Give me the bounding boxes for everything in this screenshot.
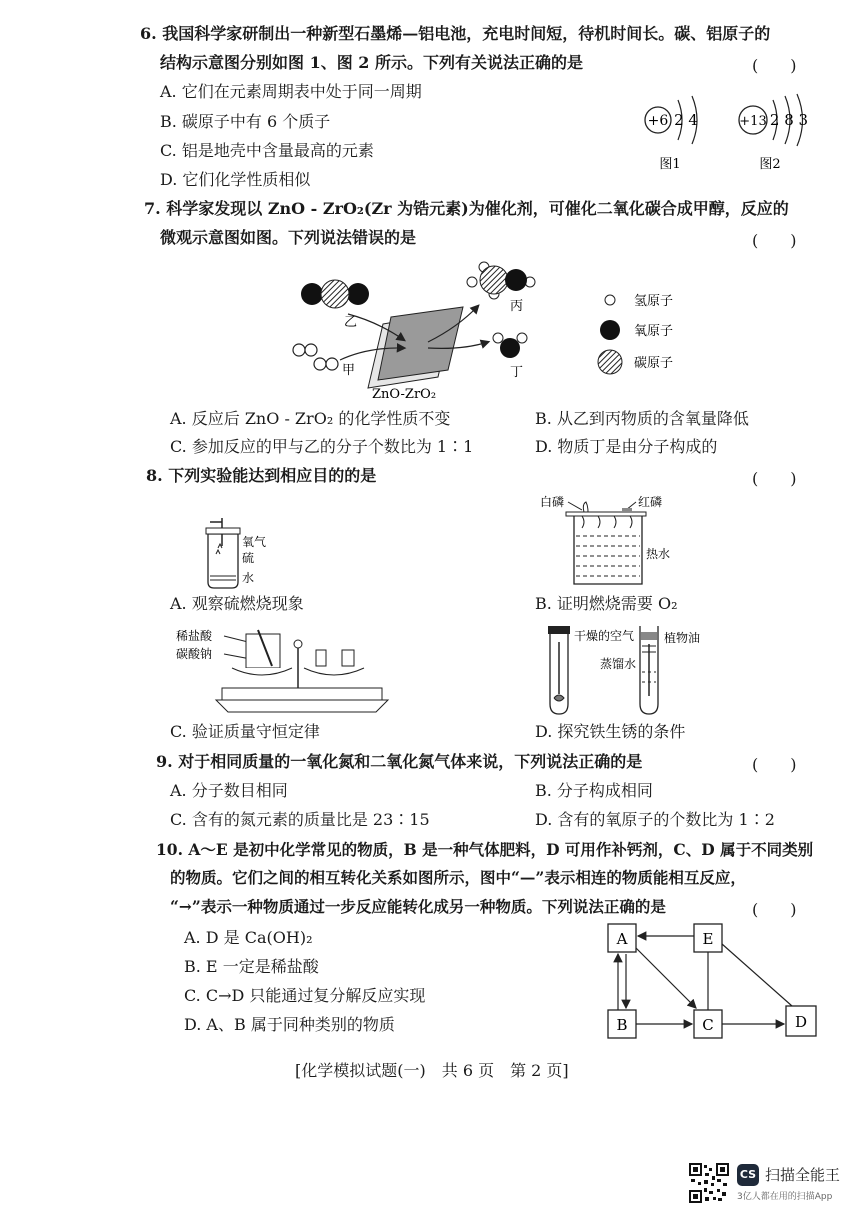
label-yi: 乙: [344, 315, 358, 330]
legend-hydrogen: 氢原子: [634, 294, 674, 309]
q8-fig-d-rusting: [540, 622, 710, 718]
catalyst-plates: [368, 307, 463, 388]
carbon-atom-icon: [598, 350, 622, 374]
q6-option-c: C. 铝是地壳中含量最高的元素: [160, 141, 374, 160]
carbon-atom-diagram: [645, 96, 698, 172]
label-sulfur: 硫: [242, 551, 255, 565]
q9-option-d: D. 含有的氧原子的个数比为 1∶2: [535, 810, 775, 829]
label-ding: 丁: [510, 365, 524, 380]
oxygen-atom-icon: [600, 320, 620, 340]
label-hydrochloric-acid: 稀盐酸: [176, 629, 213, 643]
label-jia: 甲: [342, 363, 356, 378]
legend-carbon: 碳原子: [634, 356, 674, 371]
aluminum-nucleus-label: +13: [739, 114, 767, 129]
q6-option-d: D. 它们化学性质相似: [160, 170, 311, 189]
node-a-label: A: [616, 930, 628, 948]
q8-option-a: A. 观察硫燃烧现象: [170, 594, 304, 613]
q10-stem-line2: 的物质。它们之间的相互转化关系如图所示，图中“—”表示相连的物质能相互反应，: [170, 868, 746, 887]
label-water: 水: [242, 571, 255, 585]
q10-option-d: D. A、B 属于同种类别的物质: [184, 1015, 395, 1034]
camscanner-logo-icon: CS: [737, 1164, 759, 1186]
q7-option-a: A. 反应后 ZnO - ZrO₂ 的化学性质不变: [170, 409, 451, 428]
carbon-electron-label: 2 4: [674, 111, 698, 129]
q7-option-c: C. 参加反应的甲与乙的分子个数比为 1∶1: [170, 437, 474, 456]
label-bing: 丙: [510, 299, 524, 314]
q9-answer-paren: ( ): [752, 755, 797, 774]
q10-option-c: C. C→D 只能通过复分解反应实现: [184, 986, 426, 1005]
q7-answer-paren: ( ): [752, 231, 797, 250]
node-d-label: D: [794, 1013, 808, 1031]
label-plant-oil: 植物油: [664, 631, 701, 645]
node-c-label: C: [702, 1016, 714, 1034]
q7-stem-line2: 微观示意图如图。下列说法错误的是: [160, 228, 417, 247]
q7-reaction-diagram: [288, 252, 588, 402]
q10-relation-diagram: [600, 920, 822, 1044]
q8-fig-a-sulfur: [200, 518, 290, 590]
q8-fig-b-combustion: [538, 494, 688, 590]
q10-answer-paren: ( ): [752, 900, 797, 919]
scanner-watermark: [737, 1162, 847, 1206]
figure-1-caption: 图1: [659, 157, 681, 172]
methanol-molecule: [467, 262, 535, 299]
q7-legend: [600, 288, 720, 378]
q8-stem: 8. 下列实验能达到相应目的的是: [146, 466, 377, 485]
label-red-phosphorus: 红磷: [638, 495, 663, 509]
label-sodium-carbonate: 碳酸钠: [176, 647, 213, 661]
q7-option-b: B. 从乙到丙物质的含氧量降低: [535, 409, 749, 428]
page-footer: [化学模拟试题(一) 共 6 页 第 2 页]: [295, 1061, 569, 1080]
aluminum-atom-diagram: [739, 94, 808, 172]
q8-answer-paren: ( ): [752, 469, 797, 488]
legend-oxygen: 氧原子: [634, 324, 674, 339]
q10-option-a: A. D 是 Ca(OH)₂: [184, 928, 313, 947]
q7-option-d: D. 物质丁是由分子构成的: [535, 437, 718, 456]
hydrogen-atom-icon: [605, 295, 615, 305]
q10-stem-line3: “→”表示一种物质通过一步反应能转化成另一种物质。下列说法正确的是: [170, 897, 666, 916]
q7-stem-line1: 7. 科学家发现以 ZnO - ZrO₂(Zr 为锆元素)为催化剂，可催化二氧化碳合成甲醇，反应的: [144, 199, 789, 218]
q8-fig-c-balance: [176, 620, 406, 720]
label-dry-air-text: 干燥的空气: [574, 629, 635, 643]
h2-molecules: [293, 344, 338, 370]
q9-stem: 9. 对于相同质量的一氧化氮和二氧化氮气体来说，下列说法正确的是: [156, 752, 643, 771]
carbon-nucleus-label: +6: [647, 113, 669, 129]
node-e-label: E: [702, 930, 714, 948]
figure-2-caption: 图2: [759, 157, 781, 172]
water-molecule: [493, 333, 527, 358]
label-dry-air: [574, 628, 634, 643]
q8-option-d: D. 探究铁生锈的条件: [535, 722, 686, 741]
label-white-phosphorus: 白磷: [540, 495, 565, 509]
q8-option-c: C. 验证质量守恒定律: [170, 722, 320, 741]
q9-option-c: C. 含有的氮元素的质量比是 23∶15: [170, 810, 430, 829]
q8-option-b: B. 证明燃烧需要 O₂: [535, 594, 678, 613]
q6-option-b: B. 碳原子中有 6 个质子: [160, 112, 331, 131]
q6-atom-diagrams: [640, 92, 820, 174]
qr-code-icon: [689, 1163, 729, 1203]
q6-answer-paren: ( ): [752, 56, 797, 75]
aluminum-electron-label: 2 8 3: [769, 111, 809, 129]
q9-option-b: B. 分子构成相同: [535, 781, 653, 800]
scanner-tagline: 3亿人都在用的扫描App: [737, 1192, 833, 1202]
label-distilled-water: 蒸馏水: [600, 657, 637, 671]
q9-option-a: A. 分子数目相同: [170, 781, 288, 800]
q6-option-a: A. 它们在元素周期表中处于同一周期: [160, 82, 422, 101]
co2-molecule: [301, 280, 369, 308]
q6-stem-line2: 结构示意图分别如图 1、图 2 所示。下列有关说法正确的是: [160, 53, 583, 72]
label-oxygen: 氧气: [242, 535, 267, 549]
scanner-app-name: 扫描全能王: [765, 1166, 841, 1184]
label-hot-water: 热水: [646, 547, 671, 561]
q10-stem-line1: 10. A～E 是初中化学常见的物质，B 是一种气体肥料，D 可用作补钙剂，C、D 属于不同类别: [156, 840, 814, 859]
label-catalyst: ZnO-ZrO₂: [372, 387, 437, 402]
q10-option-b: B. E 一定是稀盐酸: [184, 957, 319, 976]
q6-stem-line1: 6. 我国科学家研制出一种新型石墨烯—铝电池，充电时间短，待机时间长。碳、铝原子的: [140, 24, 771, 43]
node-b-label: B: [616, 1016, 628, 1034]
